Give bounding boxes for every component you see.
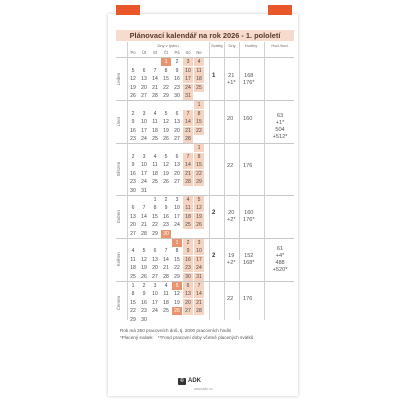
day-cell: 16 (130, 127, 136, 134)
day-cell: 28 (152, 93, 158, 100)
day-cell: 19 (130, 84, 136, 91)
day-cell: 17 (183, 75, 193, 83)
day-cell (161, 101, 171, 109)
day-cell: 24 (141, 136, 147, 143)
day-cell: 15 (163, 76, 169, 83)
month-hours: 160 176* (243, 210, 255, 224)
day-cell: 13 (174, 162, 180, 169)
day-cell: 4 (131, 248, 135, 255)
divider-hours (264, 42, 265, 320)
day-cell: 28 (183, 178, 193, 186)
month-label: Květen (116, 252, 121, 267)
binder-tab-left (116, 5, 140, 15)
day-cell: 15 (174, 256, 180, 263)
month-hours: 176 (243, 296, 253, 303)
weekday-Út: Út (141, 50, 147, 55)
day-cell (128, 239, 138, 247)
day-cell: 23 (174, 84, 180, 91)
footer-note-1: Rok má 250 pracovních dnů, tj. 2000 pracovních hodin (120, 328, 232, 333)
day-cell: 16 (130, 170, 136, 177)
day-cell: 12 (163, 119, 169, 126)
day-cell: 7 (194, 282, 204, 290)
day-cell: 14 (152, 76, 158, 83)
weekday-Pá: Pá (174, 50, 180, 55)
day-cell: 14 (141, 213, 147, 220)
day-cell: 8 (131, 291, 135, 298)
day-cell: 4 (164, 282, 168, 289)
day-cell (128, 196, 138, 204)
day-cell: 18 (152, 127, 158, 134)
day-cell: 10 (194, 247, 204, 255)
day-cell: 5 (194, 196, 204, 204)
day-cell: 25 (194, 84, 204, 92)
day-cell (150, 144, 160, 152)
day-cell: 20 (174, 127, 180, 134)
day-cell: 30 (130, 188, 136, 194)
day-cell: 29 (174, 274, 180, 280)
day-cell (172, 144, 182, 152)
day-cell: 6 (175, 153, 179, 160)
day-cell (128, 101, 138, 109)
day-cell: 25 (152, 179, 158, 186)
day-cell: 4 (153, 153, 157, 160)
day-cell: 7 (183, 110, 193, 118)
day-cell: 1 (194, 101, 204, 109)
day-cell: 22 (163, 84, 169, 91)
day-cell: 26 (194, 221, 204, 229)
day-cell: 4 (183, 196, 193, 204)
page-title: Plánovací kalendář na rok 2026 - 1. pololetí (116, 30, 294, 41)
logo-mark-icon: © (178, 378, 186, 385)
day-cell: 17 (152, 299, 158, 306)
day-cell: 8 (194, 110, 204, 118)
day-cell (139, 101, 149, 109)
day-cell (172, 101, 182, 109)
day-cell: 11 (163, 291, 169, 298)
day-cell (139, 239, 149, 247)
days-header: Dny v týdnu (157, 43, 179, 48)
day-cell: 13 (152, 256, 158, 263)
day-cell: 27 (141, 93, 147, 100)
month-hours: 152 168* (243, 253, 255, 267)
day-cell: 14 (163, 256, 169, 263)
day-cell: 2 (131, 153, 135, 160)
day-cell: 21 (183, 127, 193, 135)
day-cell: 27 (152, 274, 158, 280)
divider-count (239, 42, 240, 320)
weekday-Ne: Ne (196, 50, 202, 55)
month-hours: 176 (243, 163, 253, 169)
day-cell: 4 (153, 110, 157, 117)
month-workdays: 22 (227, 296, 234, 303)
fund-note: **Fond pracovní doby včetně placených svátků (157, 335, 254, 340)
day-cell: 31 (141, 188, 147, 194)
holidays-header: Svátky (211, 43, 224, 48)
day-cell (172, 316, 182, 324)
day-cell: 16 (163, 213, 169, 220)
day-cell: 24 (141, 179, 147, 186)
binder-tab-right (268, 5, 292, 15)
day-cell: 2 (164, 196, 168, 203)
divider-month (127, 42, 128, 320)
day-cell: 17 (174, 213, 180, 220)
weekday-So: So (185, 50, 191, 55)
day-cell: 2 (183, 239, 193, 247)
day-cell: 28 (141, 231, 147, 237)
day-cell: 21 (141, 222, 147, 229)
day-cell: 20 (152, 265, 158, 272)
day-cell: 3 (183, 58, 193, 66)
day-cell: 12 (194, 204, 204, 212)
day-cell (150, 58, 160, 66)
day-cell (150, 101, 160, 109)
day-cell (128, 58, 138, 66)
day-cell: 6 (142, 67, 146, 74)
day-cell: 16 (141, 299, 147, 306)
day-cell: 2 (175, 59, 179, 65)
day-cell: 3 (142, 153, 146, 160)
day-cell: 11 (152, 119, 158, 126)
day-cell: 3 (142, 110, 146, 117)
day-cell: 24 (183, 84, 193, 92)
month-separator (116, 195, 294, 196)
day-cell: 25 (130, 274, 136, 280)
day-cell: 2 (131, 110, 135, 117)
day-cell: 19 (194, 213, 204, 221)
day-cell (161, 316, 171, 324)
day-cell: 16 (183, 256, 193, 264)
month-label: Duben (116, 209, 121, 223)
day-cell: 30 (174, 93, 180, 100)
month-separator (116, 238, 294, 239)
day-cell: 21 (194, 299, 204, 307)
day-cell: 23 (163, 222, 169, 229)
calendar-sheet (108, 14, 298, 396)
day-cell: 5 (164, 153, 168, 160)
day-cell: 4 (194, 58, 204, 66)
weekday-St: St (153, 50, 157, 55)
day-cell: 28 (194, 307, 204, 315)
day-cell: 20 (174, 170, 180, 177)
day-cell: 24 (152, 308, 158, 315)
day-cell: 20 (130, 222, 136, 229)
day-cell (161, 239, 171, 247)
day-cell: 11 (130, 256, 136, 263)
month-hours: 168 176* (243, 72, 255, 86)
day-cell: 25 (163, 308, 169, 315)
day-cell: 5 (142, 248, 146, 255)
day-cell: 11 (152, 162, 158, 169)
footer-note-2 (120, 335, 253, 341)
website-text: www.adk.cz (194, 387, 213, 391)
day-cell: 12 (130, 76, 136, 83)
day-cell: 18 (130, 265, 136, 272)
day-cell: 14 (183, 118, 193, 126)
weekday-Čt: Čt (163, 50, 169, 55)
month-label: Leden (116, 72, 121, 85)
divider-days (209, 42, 210, 320)
day-cell: 13 (130, 213, 136, 220)
paid-holiday-note: *Placený svátek (120, 335, 153, 340)
day-cell: 22 (194, 127, 204, 135)
day-cell: 9 (131, 162, 135, 169)
day-cell: 7 (153, 67, 157, 74)
day-cell: 17 (194, 256, 204, 264)
day-cell: 25 (152, 136, 158, 143)
brand-logo: © ADK (178, 378, 201, 385)
day-cell: 18 (152, 170, 158, 177)
day-cell: 26 (172, 307, 182, 315)
day-cell: 5 (164, 110, 168, 117)
day-cell: 15 (152, 213, 158, 220)
day-cell: 21 (163, 265, 169, 272)
day-cell (128, 144, 138, 152)
day-cell: 8 (175, 248, 179, 255)
day-cell (183, 316, 193, 324)
month-workdays: 20 +2* (227, 210, 236, 224)
month-workdays: 19 +2* (227, 253, 236, 267)
month-holidays: 1 (212, 72, 216, 79)
day-cell: 9 (142, 291, 146, 298)
day-cell (161, 144, 171, 152)
day-cell: 31 (183, 92, 193, 100)
day-cell: 5 (172, 282, 182, 290)
day-cell: 3 (175, 196, 179, 203)
day-cell: 8 (194, 153, 204, 161)
day-cell: 27 (174, 179, 180, 186)
day-cell: 26 (163, 136, 169, 143)
day-cell: 1 (194, 144, 204, 152)
day-cell (139, 144, 149, 152)
day-cell: 9 (131, 119, 135, 126)
day-cell: 1 (172, 239, 182, 247)
day-cell (183, 144, 193, 152)
day-cell: 1 (131, 282, 135, 289)
day-cell (183, 101, 193, 109)
day-cell: 9 (175, 67, 179, 74)
day-cell: 16 (174, 76, 180, 83)
quarter-summary: 61 +4* 488 +520* (272, 245, 288, 273)
day-cell: 8 (164, 67, 168, 74)
day-cell: 29 (152, 231, 158, 237)
day-cell: 1 (161, 58, 171, 66)
day-cell: 24 (194, 264, 204, 272)
day-cell: 29 (163, 93, 169, 100)
day-cell: 26 (163, 179, 169, 186)
month-separator (116, 143, 294, 144)
day-cell: 7 (164, 248, 168, 255)
day-cell: 29 (194, 178, 204, 186)
day-cell (139, 196, 149, 204)
day-cell: 8 (153, 205, 157, 212)
day-cell: 19 (163, 170, 169, 177)
day-cell: 30 (183, 273, 193, 281)
day-cell: 5 (131, 67, 135, 74)
divider-holidays (224, 42, 225, 320)
day-cell (194, 316, 204, 324)
day-cell: 19 (141, 265, 147, 272)
day-cell: 28 (183, 135, 193, 143)
day-cell: 14 (183, 161, 193, 169)
hours-fund-header: Hod./hod. (271, 43, 289, 48)
day-cell: 30 (161, 230, 171, 238)
day-cell: 27 (183, 307, 193, 315)
day-cell: 18 (183, 213, 193, 221)
day-cell: 6 (131, 205, 135, 212)
day-cell: 19 (174, 299, 180, 306)
day-cell: 3 (153, 282, 157, 289)
day-cell: 15 (130, 299, 136, 306)
month-hours: 160 (243, 115, 253, 122)
day-cell: 7 (183, 153, 193, 161)
day-cell: 15 (194, 161, 204, 169)
day-cell: 10 (141, 119, 147, 126)
day-cell: 7 (142, 205, 146, 212)
days-count-header: Dny (228, 43, 236, 48)
day-cell: 12 (141, 256, 147, 263)
day-cell: 20 (183, 299, 193, 307)
month-separator (116, 281, 294, 282)
day-cell: 6 (183, 282, 193, 290)
day-cell: 23 (130, 179, 136, 186)
day-cell: 19 (163, 127, 169, 134)
day-cell: 26 (130, 93, 136, 100)
day-cell: 10 (183, 67, 193, 75)
quarter-summary: 63 +1* 504 +512* (272, 112, 288, 140)
day-cell: 17 (141, 170, 147, 177)
day-cell: 6 (153, 248, 157, 255)
day-cell: 13 (174, 119, 180, 126)
day-cell: 14 (194, 290, 204, 298)
day-cell: 6 (175, 110, 179, 117)
day-cell: 2 (142, 282, 146, 289)
day-cell: 10 (152, 291, 158, 298)
day-cell: 10 (141, 162, 147, 169)
day-cell: 23 (130, 136, 136, 143)
day-cell: 3 (194, 239, 204, 247)
day-cell: 22 (174, 265, 180, 272)
day-cell: 24 (174, 222, 180, 229)
day-cell: 11 (183, 204, 193, 212)
day-cell: 28 (163, 274, 169, 280)
day-cell: 26 (141, 274, 147, 280)
day-cell (139, 58, 149, 66)
day-cell: 27 (174, 136, 180, 143)
month-separator (116, 100, 294, 101)
day-cell: 15 (194, 118, 204, 126)
day-cell: 17 (141, 127, 147, 134)
month-label: Červen (116, 295, 121, 310)
month-holidays: 2 (212, 210, 216, 217)
day-cell: 25 (183, 221, 193, 229)
day-cell: 18 (163, 299, 169, 306)
day-cell: 22 (152, 222, 158, 229)
month-workdays: 21 +1* (227, 72, 236, 86)
day-cell: 9 (164, 205, 168, 212)
day-cell: 31 (194, 273, 204, 281)
day-cell: 18 (194, 75, 204, 83)
month-workdays: 22 (227, 163, 234, 169)
day-cell (150, 239, 160, 247)
day-cell: 9 (183, 247, 193, 255)
day-cell: 23 (141, 308, 147, 315)
day-cell: 20 (141, 84, 147, 91)
month-separator (116, 57, 294, 58)
day-cell: 30 (141, 317, 147, 323)
day-cell: 22 (194, 170, 204, 178)
day-cell: 12 (174, 291, 180, 298)
day-cell (150, 316, 160, 324)
day-cell: 1 (153, 196, 157, 203)
day-cell: 11 (194, 67, 204, 75)
day-cell: 13 (141, 76, 147, 83)
month-workdays: 20 (227, 115, 234, 122)
day-cell: 29 (130, 317, 136, 323)
weekday-Po: Po (130, 50, 136, 55)
day-cell: 21 (152, 84, 158, 91)
day-cell: 21 (183, 170, 193, 178)
day-cell: 23 (183, 264, 193, 272)
day-cell: 12 (163, 162, 169, 169)
day-cell: 22 (130, 308, 136, 315)
day-cell: 10 (174, 205, 180, 212)
month-label: Únor (116, 116, 121, 127)
day-cell: 13 (183, 290, 193, 298)
day-cell: 27 (130, 231, 136, 237)
month-holidays: 2 (212, 253, 216, 260)
month-label: Březen (116, 161, 121, 177)
hours-header: Hodiny (244, 43, 258, 48)
